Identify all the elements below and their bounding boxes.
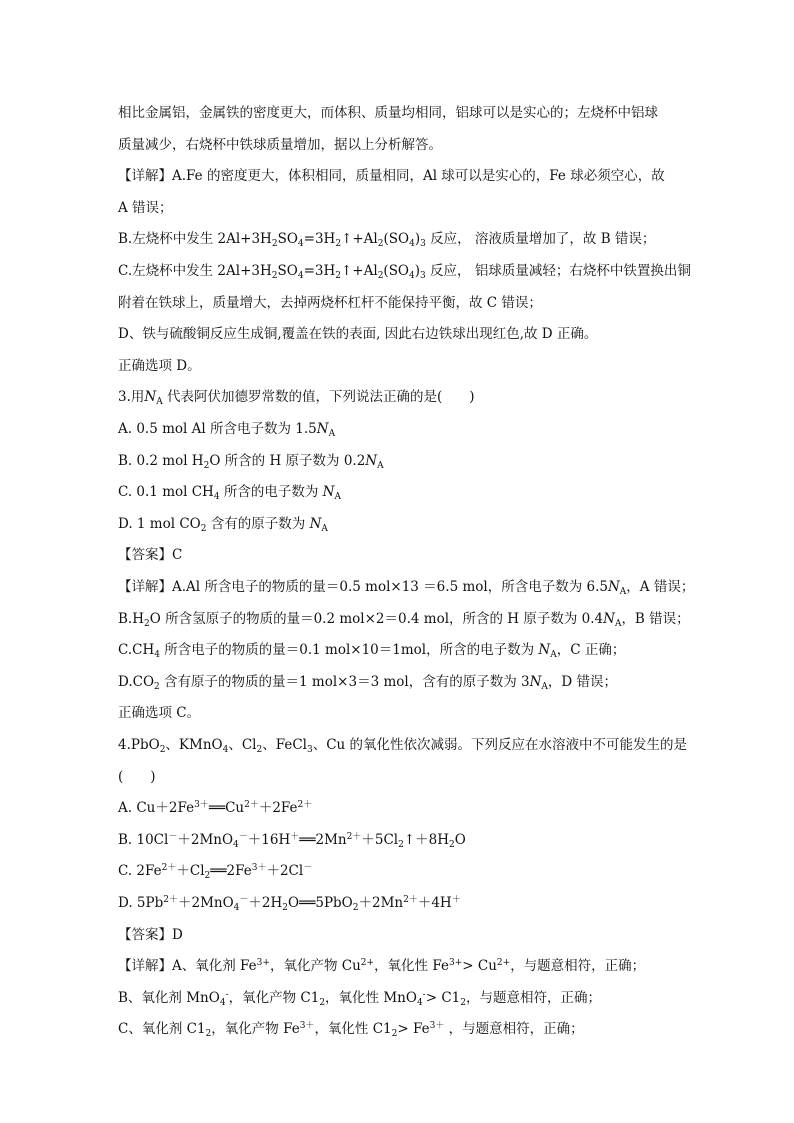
text-line: A 错误；: [118, 199, 173, 216]
text-line: 3.用$N_A$ 代表阿伏加德罗常数的值，下列说法正确的是( ): [118, 389, 475, 408]
text-line: D. 1 mol $CO_2$ 含有的原子数为 $N_A$: [118, 515, 328, 534]
text-line: 附着在铁球上，质量增大，去掉两烧杯杠杆不能保持平衡，故 C 错误；: [118, 294, 542, 311]
text-line: D、铁与硫酸铜反应生成铜,覆盖在铁的表面, 因此右边铁球出现红色,故 D 正确。: [118, 326, 598, 343]
text-line: 4.PbO$_2$、KMnO$_4$、$Cl_2$、FeCl$_3$、Cu 的氧化性依次减弱。下列反应在水溶液中不可能发生的是: [118, 737, 688, 755]
text-line: 正确选项 C。: [118, 705, 201, 722]
text-line: A. $Cu+2Fe^{3+}══Cu^{2+}+2Fe^{2+}$: [118, 800, 313, 817]
text-line: $D.CO_2$ 含有原子的物质的量＝1 mol×3＝3 mol，含有的原子数为 $3N_A$，D 错误；: [118, 673, 618, 692]
text-line: $C.CH_4$ 所含电子的物质的量＝0.1 mol×10＝1mol，所含的电子数为 $N_A$，C 正确；: [118, 642, 626, 661]
text-line: 【答案】D: [118, 926, 183, 943]
text-line: B、氧化剂 MnO$_4$-，氧化产物 $C1_2$，氧化性 $MnO_4^-> C1_2$，与题意相符，正确；: [118, 989, 601, 1008]
text-line: C. $2Fe^{2+}+Cl_2══2Fe^{3+}+2Cl^-$: [118, 863, 313, 882]
text-line: $B.H_2O$ 所含氢原子的物质的量＝0.2 mol×2＝0.4 mol，所含的 H 原子数为 $0.4N_A$，B 错误；: [118, 610, 690, 629]
text-line: 质量减少，右烧杯中铁球质量增加，据以上分析解答。: [118, 136, 442, 153]
text-line: B. 0.2 mol $H_2O$ 所含的 H 原子数为 $0.2N_A$: [118, 452, 384, 471]
text-line: 相比金属铝，金属铁的密度更大，而体积、质量均相同，铝球可以是实心的；左烧杯中铝球: [118, 105, 658, 121]
text-line: 【详解】A.Fe 的密度更大，体积相同，质量相同，Al 球可以是实心的，Fe 球必须空心，故: [118, 168, 665, 185]
text-line: B.左烧杯中发生 $2Al+3H_2SO_4=3H_2↑+Al_2(SO_4)_3$ 反应， 溶液质量增加了，故 B 错误；: [118, 231, 656, 250]
text-line: A. 0.5 mol Al 所含电子数为 $1.5N_A$: [118, 421, 336, 439]
text-line: 【详解】A.Al 所含电子的物质的量＝0.5 mol×13 ＝6.5 mol，所含电子数为 $6.5N_A$，A 错误；: [118, 579, 695, 597]
text-line: B. $10Cl^-+2MnO_4^-+16H^+══2Mn^{2+}+5Cl_2↑+8H_2O$: [118, 831, 466, 850]
text-line: C.左烧杯中发生 $2Al+3H_2SO_4=3H_2↑+Al_2(SO_4)_3$ 反应， 铝球质量减轻；右烧杯中铁置换出铜: [118, 263, 691, 281]
text-line: 【答案】C: [118, 547, 183, 564]
text-line: ( ): [118, 768, 156, 785]
text-line: D. $5Pb^{2+}+2MnO_4^-+2H_2O══5PbO_2+2Mn^{2+}+4H^+$: [118, 895, 461, 913]
text-line: 【详解】A、氧化剂 $Fe^{3+}$，氧化产物 $Cu^{2+}$，氧化性 $Fe^{3+}> Cu^{2+}$，与题意相符，正确；: [118, 958, 646, 975]
text-line: 正确选项 D。: [118, 357, 201, 374]
text-line: C. 0.1 mol $CH_4$ 所含的电子数为 $N_A$: [118, 484, 341, 503]
text-line: C、氧化剂 $C1_2$，氧化产物 $Fe^{3+}$，氧化性 $C1_2> Fe^{3+}$ ，与题意相符，正确；: [118, 1021, 584, 1040]
